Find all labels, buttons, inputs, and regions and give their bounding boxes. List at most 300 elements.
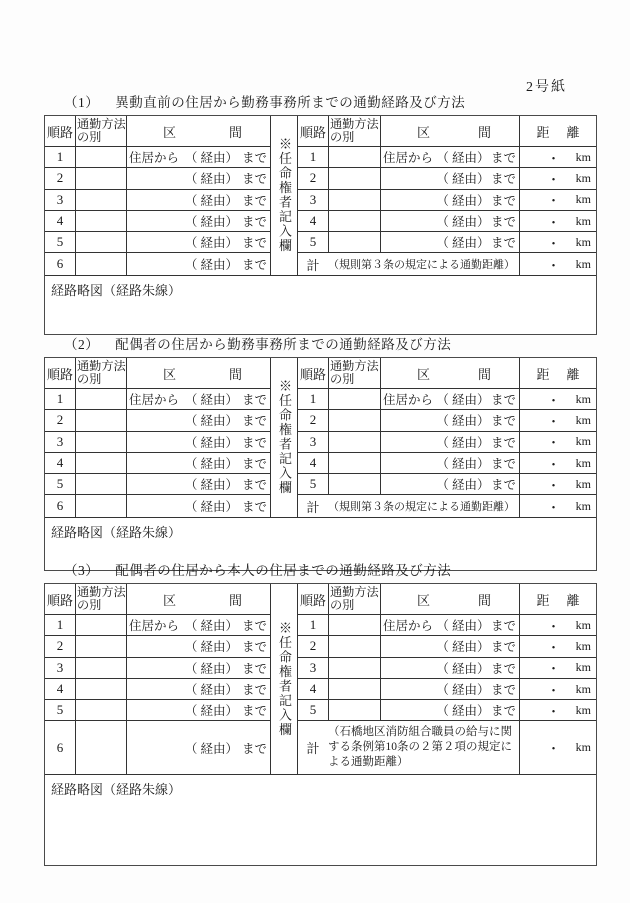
- distance-header-ri: 離: [566, 366, 580, 382]
- method-cell: [329, 232, 381, 253]
- route-number-cell: 1: [45, 389, 76, 410]
- route-number-cell: 3: [298, 658, 329, 679]
- route-number-cell: 2: [45, 168, 76, 189]
- distance-dot: ・: [547, 499, 561, 515]
- route-number-cell: 1: [45, 147, 76, 168]
- to-label: まで: [490, 393, 516, 408]
- junro-header: 順路: [298, 116, 329, 147]
- route-number-cell: 4: [298, 453, 329, 474]
- to-label: まで: [241, 193, 267, 208]
- section-header-kan: 間: [228, 124, 242, 140]
- section-number: （1）: [64, 95, 100, 110]
- route-section-cell: [381, 474, 520, 495]
- section-header-ku: 区: [163, 366, 177, 382]
- route-form-block: [44, 357, 597, 571]
- route-number-cell: 4: [298, 211, 329, 232]
- method-header-line2: の別: [77, 130, 102, 144]
- method-cell: [76, 253, 127, 274]
- total-note: （規則第３条の規定による通勤距離）: [328, 501, 515, 514]
- distance-unit: km: [575, 660, 591, 675]
- via-label: （ 経由）: [436, 640, 490, 655]
- to-label: まで: [241, 393, 267, 408]
- section-header-ku: 区: [417, 592, 431, 608]
- route-section-cell: [127, 211, 271, 232]
- distance-cell: [520, 658, 596, 679]
- method-cell: [76, 190, 127, 211]
- route-section-cell: [381, 168, 520, 189]
- route-section-cell: [127, 658, 271, 679]
- to-label: まで: [490, 661, 516, 676]
- distance-unit: km: [575, 638, 591, 653]
- distance-cell: [520, 410, 596, 431]
- via-label: （ 経由）: [436, 661, 490, 676]
- section-header: [381, 358, 520, 389]
- to-label: まで: [490, 457, 516, 472]
- distance-dot: ・: [547, 703, 561, 719]
- route-section-cell: [127, 636, 271, 657]
- section-3: [44, 563, 597, 866]
- distance-unit: km: [575, 617, 591, 632]
- total-label: 計: [306, 499, 320, 515]
- method-cell: [76, 721, 127, 774]
- section-header: [127, 358, 271, 389]
- sketch-box: [45, 775, 596, 865]
- route-number-cell: 3: [298, 190, 329, 211]
- via-label: （ 経由）: [436, 619, 490, 634]
- distance-cell: [520, 700, 596, 721]
- distance-unit: km: [575, 213, 591, 228]
- method-cell: [329, 410, 381, 431]
- method-header-line1: 通勤方法: [77, 116, 126, 131]
- route-tables-row: [45, 584, 596, 775]
- via-label: （ 経由）: [184, 478, 239, 493]
- section-header-kan: 間: [228, 592, 242, 608]
- distance-unit: km: [575, 412, 591, 427]
- section-number: （3）: [64, 563, 100, 578]
- via-label: （ 経由）: [184, 619, 239, 634]
- method-cell: [76, 495, 127, 516]
- from-home-label: 住居から: [383, 151, 434, 166]
- route-section-cell: [381, 147, 520, 168]
- distance-header-ri: 離: [566, 592, 580, 608]
- route-number-cell: 4: [45, 453, 76, 474]
- method-cell: [76, 700, 127, 721]
- distance-cell: [520, 679, 596, 700]
- route-section-cell: [127, 700, 271, 721]
- distance-cell: [520, 721, 596, 774]
- method-header-line1: 通勤方法: [330, 116, 379, 131]
- junro-header: 順路: [298, 584, 329, 615]
- distance-unit: km: [575, 391, 591, 406]
- route-number-cell: 2: [298, 410, 329, 431]
- to-label: まで: [241, 478, 267, 493]
- route-number-cell: 1: [45, 615, 76, 636]
- to-label: まで: [241, 414, 267, 429]
- authority-entry-label: ※任命権者記入欄: [277, 137, 292, 254]
- distance-dot: ・: [547, 214, 561, 230]
- to-label: まで: [241, 215, 267, 230]
- route-section-cell: [127, 168, 271, 189]
- to-label: まで: [241, 683, 267, 698]
- via-label: （ 経由）: [436, 414, 490, 429]
- route-section-cell: [381, 636, 520, 657]
- method-cell: [329, 658, 381, 679]
- section-title: [44, 95, 597, 110]
- to-label: まで: [241, 619, 267, 634]
- section-header-kan: 間: [228, 366, 242, 382]
- distance-dot: ・: [547, 171, 561, 187]
- via-label: （ 経由）: [184, 435, 239, 450]
- route-section-cell: [381, 190, 520, 211]
- method-cell: [76, 410, 127, 431]
- route-number-cell: 4: [298, 679, 329, 700]
- method-header: [76, 584, 127, 615]
- route-section-cell: [127, 389, 271, 410]
- from-home-label: 住居から: [129, 151, 180, 166]
- method-cell: [76, 232, 127, 253]
- distance-dot: ・: [547, 661, 561, 677]
- route-form-block: [44, 115, 597, 335]
- method-cell: [329, 389, 381, 410]
- route-section-cell: [127, 410, 271, 431]
- method-cell: [76, 432, 127, 453]
- route-number-cell: 1: [298, 147, 329, 168]
- to-label: まで: [490, 215, 516, 230]
- method-cell: [76, 211, 127, 232]
- via-label: （ 経由）: [184, 172, 239, 187]
- method-cell: [329, 615, 381, 636]
- sketch-label: 経路略図（経路朱線）: [51, 782, 182, 798]
- route-number-cell: 6: [45, 721, 76, 774]
- section-title-text: 配偶者の住居から本人の住居までの通勤経路及び方法: [115, 563, 452, 578]
- method-cell: [76, 615, 127, 636]
- distance-header-kyo: 距: [536, 592, 550, 608]
- method-header-line2: の別: [330, 598, 355, 612]
- section-title-text: 配偶者の住居から勤務事務所までの通勤経路及び方法: [115, 337, 452, 352]
- authority-entry-label: ※任命権者記入欄: [277, 621, 292, 738]
- route-section-cell: [127, 721, 271, 774]
- section-title: [44, 337, 597, 352]
- left-route-table: [45, 358, 271, 517]
- via-label: （ 経由）: [184, 215, 239, 230]
- route-number-cell: 4: [45, 211, 76, 232]
- distance-unit: km: [575, 149, 591, 164]
- junro-header: 順路: [45, 358, 76, 389]
- method-cell: [329, 190, 381, 211]
- authority-entry-label: ※任命権者記入欄: [277, 379, 292, 496]
- method-cell: [329, 432, 381, 453]
- route-number-cell: 2: [298, 636, 329, 657]
- distance-dot: ・: [547, 456, 561, 472]
- method-header: [329, 584, 381, 615]
- method-cell: [76, 474, 127, 495]
- distance-unit: km: [575, 702, 591, 717]
- method-cell: [329, 474, 381, 495]
- route-number-cell: 3: [45, 432, 76, 453]
- route-tables-row: [45, 116, 596, 276]
- to-label: まで: [241, 151, 267, 166]
- to-label: まで: [490, 435, 516, 450]
- sketch-label: 経路略図（経路朱線）: [51, 524, 182, 540]
- to-label: まで: [241, 500, 267, 515]
- distance-dot: ・: [547, 193, 561, 209]
- method-header: [76, 358, 127, 389]
- distance-unit: km: [575, 455, 591, 470]
- method-cell: [76, 168, 127, 189]
- distance-cell: [520, 474, 596, 495]
- method-cell: [76, 679, 127, 700]
- distance-dot: ・: [547, 413, 561, 429]
- via-label: （ 経由）: [184, 414, 239, 429]
- route-section-cell: [127, 453, 271, 474]
- sketch-box: [45, 276, 596, 334]
- distance-header: [520, 584, 596, 615]
- to-label: まで: [241, 704, 267, 719]
- route-number-cell: 3: [45, 190, 76, 211]
- via-label: （ 経由）: [184, 151, 239, 166]
- distance-dot: ・: [547, 618, 561, 634]
- method-cell: [329, 679, 381, 700]
- distance-dot: ・: [547, 741, 561, 757]
- route-section-cell: [127, 432, 271, 453]
- distance-cell: [520, 453, 596, 474]
- to-label: まで: [490, 151, 516, 166]
- method-header: [76, 116, 127, 147]
- route-number-cell: 4: [45, 679, 76, 700]
- route-number-cell: 3: [45, 658, 76, 679]
- method-cell: [329, 700, 381, 721]
- to-label: まで: [241, 640, 267, 655]
- method-cell: [76, 453, 127, 474]
- route-section-cell: [381, 232, 520, 253]
- route-section-cell: [381, 453, 520, 474]
- method-cell: [76, 389, 127, 410]
- via-label: （ 経由）: [184, 661, 239, 676]
- distance-unit: km: [575, 434, 591, 449]
- distance-dot: ・: [547, 150, 561, 166]
- to-label: まで: [241, 258, 267, 273]
- via-label: （ 経由）: [184, 236, 239, 251]
- route-number-cell: 5: [298, 474, 329, 495]
- route-number-cell: 1: [298, 615, 329, 636]
- route-number-cell: 5: [45, 700, 76, 721]
- route-section-cell: [381, 389, 520, 410]
- route-number-cell: 2: [45, 410, 76, 431]
- distance-cell: [520, 253, 596, 274]
- via-label: （ 経由）: [184, 457, 239, 472]
- distance-unit: km: [575, 192, 591, 207]
- sheet-number-label: 2号紙: [526, 80, 567, 95]
- authority-entry-column: [271, 584, 298, 774]
- route-section-cell: [127, 615, 271, 636]
- method-cell: [76, 636, 127, 657]
- section-header-kan: 間: [477, 124, 491, 140]
- route-section-cell: [381, 700, 520, 721]
- distance-unit: km: [575, 170, 591, 185]
- to-label: まで: [490, 172, 516, 187]
- distance-dot: ・: [547, 682, 561, 698]
- route-section-cell: [381, 658, 520, 679]
- distance-cell: [520, 232, 596, 253]
- from-home-label: 住居から: [383, 393, 434, 408]
- junro-header: 順路: [298, 358, 329, 389]
- via-label: （ 経由）: [436, 478, 490, 493]
- to-label: まで: [490, 683, 516, 698]
- method-header-line2: の別: [330, 372, 355, 386]
- method-header-line1: 通勤方法: [77, 584, 126, 599]
- via-label: （ 経由）: [436, 457, 490, 472]
- method-header-line2: の別: [330, 130, 355, 144]
- route-section-cell: [127, 147, 271, 168]
- to-label: まで: [241, 741, 267, 756]
- method-header-line1: 通勤方法: [330, 584, 379, 599]
- distance-unit: km: [575, 681, 591, 696]
- to-label: まで: [490, 193, 516, 208]
- section-header-ku: 区: [417, 124, 431, 140]
- total-row-cell: [298, 721, 520, 774]
- method-cell: [329, 453, 381, 474]
- to-label: まで: [241, 457, 267, 472]
- authority-entry-column: [271, 116, 298, 275]
- sketch-label: 経路略図（経路朱線）: [51, 282, 182, 298]
- right-route-table: [298, 116, 596, 275]
- method-header: [329, 116, 381, 147]
- to-label: まで: [490, 704, 516, 719]
- method-header-line2: の別: [77, 372, 102, 386]
- section-number: （2）: [64, 337, 100, 352]
- via-label: （ 経由）: [184, 640, 239, 655]
- route-number-cell: 5: [298, 232, 329, 253]
- method-header-line2: の別: [77, 598, 102, 612]
- via-label: （ 経由）: [436, 435, 490, 450]
- method-cell: [329, 211, 381, 232]
- total-label: 計: [306, 257, 320, 273]
- method-cell: [329, 636, 381, 657]
- distance-unit: km: [575, 476, 591, 491]
- section-2: [44, 337, 597, 571]
- distance-cell: [520, 190, 596, 211]
- via-label: （ 経由）: [184, 193, 239, 208]
- via-label: （ 経由）: [436, 393, 490, 408]
- section-header: [381, 584, 520, 615]
- to-label: まで: [241, 435, 267, 450]
- route-section-cell: [381, 410, 520, 431]
- section-title: [44, 563, 597, 578]
- to-label: まで: [490, 236, 516, 251]
- left-route-table: [45, 584, 271, 774]
- distance-dot: ・: [547, 477, 561, 493]
- distance-dot: ・: [547, 392, 561, 408]
- authority-entry-column: [271, 358, 298, 517]
- distance-cell: [520, 495, 596, 516]
- route-section-cell: [127, 253, 271, 274]
- via-label: （ 経由）: [436, 151, 490, 166]
- total-note: （規則第３条の規定による通勤距離）: [328, 259, 515, 272]
- method-cell: [329, 147, 381, 168]
- via-label: （ 経由）: [436, 683, 490, 698]
- route-number-cell: 2: [45, 636, 76, 657]
- distance-header-kyo: 距: [536, 366, 550, 382]
- distance-unit: km: [575, 740, 591, 755]
- route-form-block: [44, 583, 597, 866]
- section-header-ku: 区: [417, 366, 431, 382]
- via-label: （ 経由）: [436, 215, 490, 230]
- from-home-label: 住居から: [383, 619, 434, 634]
- to-label: まで: [490, 640, 516, 655]
- distance-dot: ・: [547, 257, 561, 273]
- method-header-line1: 通勤方法: [330, 358, 379, 373]
- distance-dot: ・: [547, 639, 561, 655]
- distance-unit: km: [575, 498, 591, 513]
- distance-cell: [520, 432, 596, 453]
- to-label: まで: [490, 414, 516, 429]
- to-label: まで: [241, 661, 267, 676]
- route-number-cell: 1: [298, 389, 329, 410]
- from-home-label: 住居から: [129, 619, 180, 634]
- via-label: （ 経由）: [436, 172, 490, 187]
- route-section-cell: [381, 211, 520, 232]
- junro-header: 順路: [45, 584, 76, 615]
- to-label: まで: [490, 478, 516, 493]
- route-section-cell: [381, 432, 520, 453]
- junro-header: 順路: [45, 116, 76, 147]
- via-label: （ 経由）: [184, 393, 239, 408]
- distance-cell: [520, 615, 596, 636]
- distance-dot: ・: [547, 435, 561, 451]
- via-label: （ 経由）: [436, 193, 490, 208]
- route-number-cell: 6: [45, 495, 76, 516]
- via-label: （ 経由）: [184, 683, 239, 698]
- section-header-ku: 区: [163, 592, 177, 608]
- route-section-cell: [127, 474, 271, 495]
- distance-cell: [520, 147, 596, 168]
- total-label: 計: [306, 741, 320, 757]
- section-header: [127, 584, 271, 615]
- via-label: （ 経由）: [184, 500, 239, 515]
- section-header-kan: 間: [477, 366, 491, 382]
- distance-cell: [520, 211, 596, 232]
- via-label: （ 経由）: [184, 741, 239, 756]
- sketch-box: [45, 518, 596, 570]
- method-header-line1: 通勤方法: [77, 358, 126, 373]
- route-section-cell: [381, 615, 520, 636]
- section-1: [44, 95, 597, 335]
- method-cell: [76, 658, 127, 679]
- distance-header: [520, 116, 596, 147]
- distance-cell: [520, 168, 596, 189]
- route-section-cell: [381, 679, 520, 700]
- right-route-table: [298, 584, 596, 774]
- via-label: （ 経由）: [436, 704, 490, 719]
- to-label: まで: [490, 619, 516, 634]
- route-tables-row: [45, 358, 596, 518]
- section-header: [381, 116, 520, 147]
- method-cell: [329, 168, 381, 189]
- distance-dot: ・: [547, 235, 561, 251]
- total-row-cell: [298, 495, 520, 516]
- route-number-cell: 5: [45, 232, 76, 253]
- method-cell: [76, 147, 127, 168]
- section-header-ku: 区: [163, 124, 177, 140]
- via-label: （ 経由）: [436, 236, 490, 251]
- total-note: （石橋地区消防組合職員の給与に関する条例第10条の２第２項の規定による通勤距離）: [328, 726, 512, 769]
- route-number-cell: 2: [298, 168, 329, 189]
- left-route-table: [45, 116, 271, 275]
- method-header: [329, 358, 381, 389]
- from-home-label: 住居から: [129, 393, 180, 408]
- route-section-cell: [127, 190, 271, 211]
- distance-header-ri: 離: [566, 124, 580, 140]
